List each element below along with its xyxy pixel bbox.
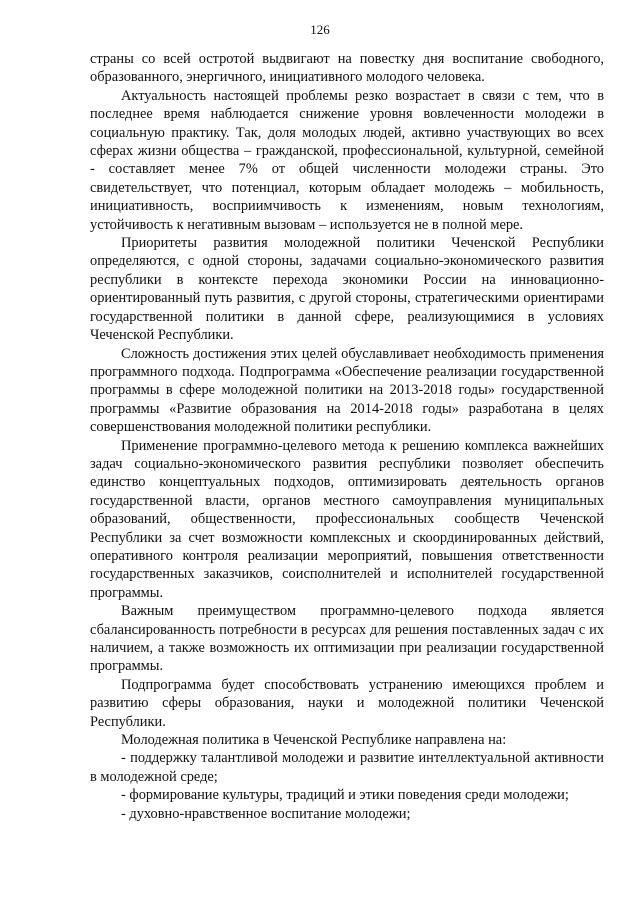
list-item-3: - духовно-нравственное воспитание молодежи; [121,805,411,822]
paragraph-5: Применение программно-целевого метода к решению комплекса важнейших задач социально-экономического развития республики позволяет обеспечить единство концептуальных подходов, оптимизировать деятельность органов государственной власти, органов местного самоуправления муниципальных образований, общественности, профессиональных сообществ Чеченской Республики за счет возможности комплексных и скоординированных действий, оперативного контроля реализации мероприятий, повышения ответственности государственных заказчиков, соисполнителей и исполнителей государственной программы. [90,437,604,601]
paragraph-6: Важным преимуществом программно-целевого подхода является сбалансированность потребности в ресурсах для решения поставленных задач с их наличием, а также возможность их оптимизации при реализации государственной программы. [90,603,604,675]
paragraph-3: Приоритеты развития молодежной политики Чеченской Республики определяются, с одной стороны, задачами социально-экономического развития республики в контексте перехода экономики России на инновационно-ориентированный путь развития, с другой стороны, стратегическими ориентирами государственной политики в данной сфере, реализующимися в условиях Чеченской Республики. [90,235,604,344]
page-number: 126 [310,22,330,37]
paragraph-2: Актуальность настоящей проблемы резко возрастает в связи с тем, что в последнее время наблюдается снижение уровня вовлеченности молодежи в социальную практику. Так, доля молодых людей, активно участвующих во всех сферах жизни общества – гражданской, профессиональной, культурной, семейной - составляет менее 7% от общей численности молодежи страны. Это свидетельствует, что потенциал, которым обладает молодежь – мобильность, инициативность, восприимчивость к изменениям, новым технологиям, устойчивость к негативным вызовам – используется не в полной мере. [90,87,604,233]
paragraph-1: страны со всей остротой выдвигают на повестку дня воспитание свободного, образованного, энергичного, инициативного молодого человека. [90,51,604,86]
list-item-2: - формирование культуры, традиций и этики поведения среди молодежи; [121,787,569,804]
document-body [90,50,604,823]
list-item-1: - поддержку талантливой молодежи и развитие интеллектуальной активности в молодежной среде; [90,750,604,785]
paragraph-7: Подпрограмма будет способствовать устранению имеющихся проблем и развитию сферы образования, науки и молодежной политики Чеченской Республики. [90,676,604,730]
paragraph-4: Сложность достижения этих целей обуславливает необходимость применения программного подхода. Подпрограмма «Обеспечение реализации государственной программы в сфере молодежной политики на 2013-2018 годы» государственной программы «Развитие образования на 2014-2018 годы» разработана в целях совершенствования молодежной политики республики. [90,345,604,436]
paragraph-8: Молодежная политика в Чеченской Республике направлена на: [121,732,507,749]
